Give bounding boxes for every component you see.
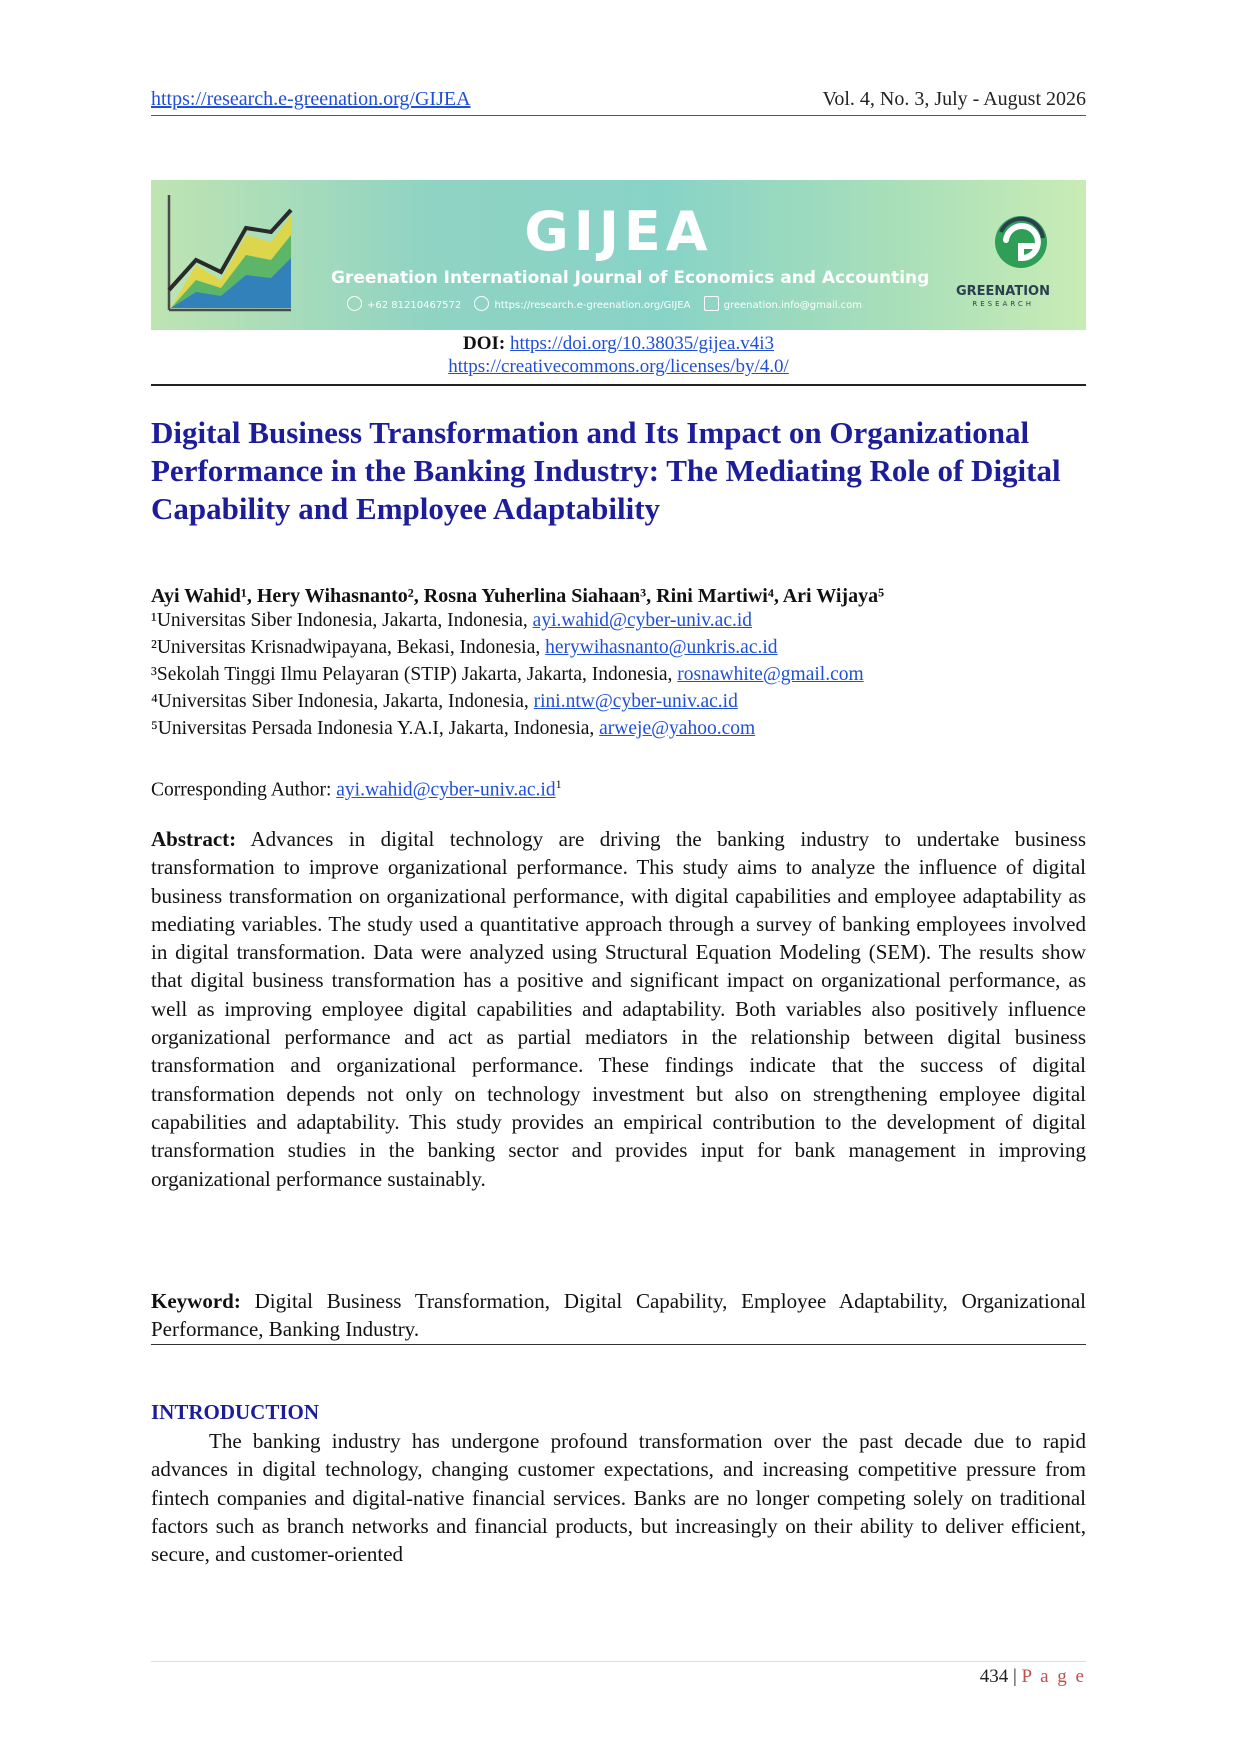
affiliation-2 [151, 637, 778, 659]
affiliation-3 [151, 664, 864, 686]
footer-divider [151, 1661, 1086, 1662]
brand-name: GREENATION [955, 284, 1050, 299]
brand-subtitle: RESEARCH [972, 300, 1034, 308]
keyword-label: Keyword: [151, 1289, 241, 1313]
corresponding-email-link[interactable]: ayi.wahid@cyber-univ.ac.id [336, 779, 556, 801]
affiliation-1 [151, 610, 752, 632]
banner-phone: +62 81210467572 [367, 300, 462, 311]
abstract-label: Abstract: [151, 827, 237, 851]
affiliation-text: ³Sekolah Tinggi Ilmu Pelayaran (STIP) Jakarta, Jakarta, Indonesia, [151, 664, 678, 685]
affiliation-email-link[interactable]: arweje@yahoo.com [599, 718, 756, 739]
banner-email: greenation.info@gmail.com [723, 300, 863, 311]
affiliation-text: ²Universitas Krisnadwipayana, Bekasi, Indonesia, [151, 637, 546, 658]
doi-divider [151, 384, 1086, 386]
section-heading-introduction: INTRODUCTION [151, 1400, 320, 1424]
affiliation-email-link[interactable]: ayi.wahid@cyber-univ.ac.id [532, 610, 753, 631]
journal-url-link[interactable]: https://research.e-greenation.org/GIJEA [151, 88, 471, 110]
abstract [151, 825, 1086, 1193]
affiliation-text: ⁴Universitas Siber Indonesia, Jakarta, Indonesia, [151, 691, 534, 712]
banner-subtitle: Greenation International Journal of Economics and Accounting [331, 268, 930, 288]
paper-title: Digital Business Transformation and Its Impact on Organizational Performance in the Banking Industry: The Mediating Role of Digital Capability and Employee Adaptability [151, 415, 1061, 526]
doi-line [151, 333, 1086, 355]
abstract-text: Advances in digital technology are driving the banking industry to undertake business transformation to improve organizational performance. This study aims to analyze the influence of digital business transformation on organizational performance, with digital capabilities and employee adaptability as mediating variables. The study used a quantitative approach through a survey of banking employees involved in digital transformation. Data were analyzed using Structural Equation Modeling (SEM). The results show that digital business transformation has a positive and significant impact on organizational performance, as well as improving employee digital capabilities and adaptability. Both variables also positively influence organizational performance and act as partial mediators in the relationship between digital business transformation and organizational performance. These findings indicate that the success of digital transformation depends not only on technology investment but also on strengthening employee digital capabilities and adaptability. This study provides an empirical contribution to the development of digital transformation studies in the banking sector and provides input for bank management in improving organizational performance sustainably. [151, 827, 1086, 1191]
page-label: P a g e [1021, 1666, 1086, 1687]
whatsapp-icon [347, 296, 362, 311]
affiliation-email-link[interactable]: herywihasnanto@unkris.ac.id [545, 637, 778, 658]
page-separator: | [1008, 1666, 1022, 1687]
license-line [151, 356, 1086, 378]
keyword-text: Digital Business Transformation, Digital Capability, Employee Adaptability, Organizational Performance, Banking Industry. [151, 1289, 1086, 1341]
affiliation-text: ⁵Universitas Persada Indonesia Y.A.I, Jakarta, Indonesia, [151, 718, 600, 739]
affiliation-email-link[interactable]: rini.ntw@cyber-univ.ac.id [533, 691, 738, 712]
banner-contact [337, 296, 862, 311]
journal-banner [151, 180, 1086, 330]
globe-icon [474, 296, 489, 311]
author-list: Ayi Wahid¹, Hery Wihasnanto², Rosna Yuherlina Siahaan³, Rini Martiwi⁴, Ari Wijaya⁵ [151, 585, 885, 607]
license-link[interactable]: https://creativecommons.org/licenses/by/4.0/ [448, 356, 789, 377]
mail-icon [704, 296, 719, 311]
corresponding-sup: 1 [555, 777, 562, 791]
doi-label: DOI: [462, 333, 506, 354]
header-divider [151, 115, 1086, 116]
affiliation-4 [151, 691, 738, 713]
affiliation-email-link[interactable]: rosnawhite@gmail.com [677, 664, 864, 685]
affiliation-5 [151, 718, 755, 740]
page-number: 434 [979, 1666, 1009, 1687]
corresponding-label: Corresponding Author: [151, 779, 337, 801]
doi-link[interactable]: https://doi.org/10.38035/gijea.v4i3 [509, 333, 775, 354]
banner-web: https://research.e-greenation.org/GIJEA [494, 300, 691, 311]
introduction-paragraph: The banking industry has undergone profound transformation over the past decade due to rapid advances in digital technology, changing customer expectations, and increasing competitive pressure from fintech companies and digital-native financial services. Banks are no longer competing solely on traditional factors such as branch networks and financial products, but increasingly on their ability to deliver efficient, secure, and customer-oriented [151, 1429, 1086, 1567]
volume-info: Vol. 4, No. 3, July - August 2026 [822, 88, 1086, 110]
corresponding-author [151, 777, 562, 802]
keywords [151, 1287, 1086, 1343]
affiliation-text: ¹Universitas Siber Indonesia, Jakarta, Indonesia, [151, 610, 533, 631]
keyword-divider [151, 1344, 1086, 1345]
banner-title: GIJEA [524, 200, 713, 263]
page-footer [980, 1666, 1086, 1688]
